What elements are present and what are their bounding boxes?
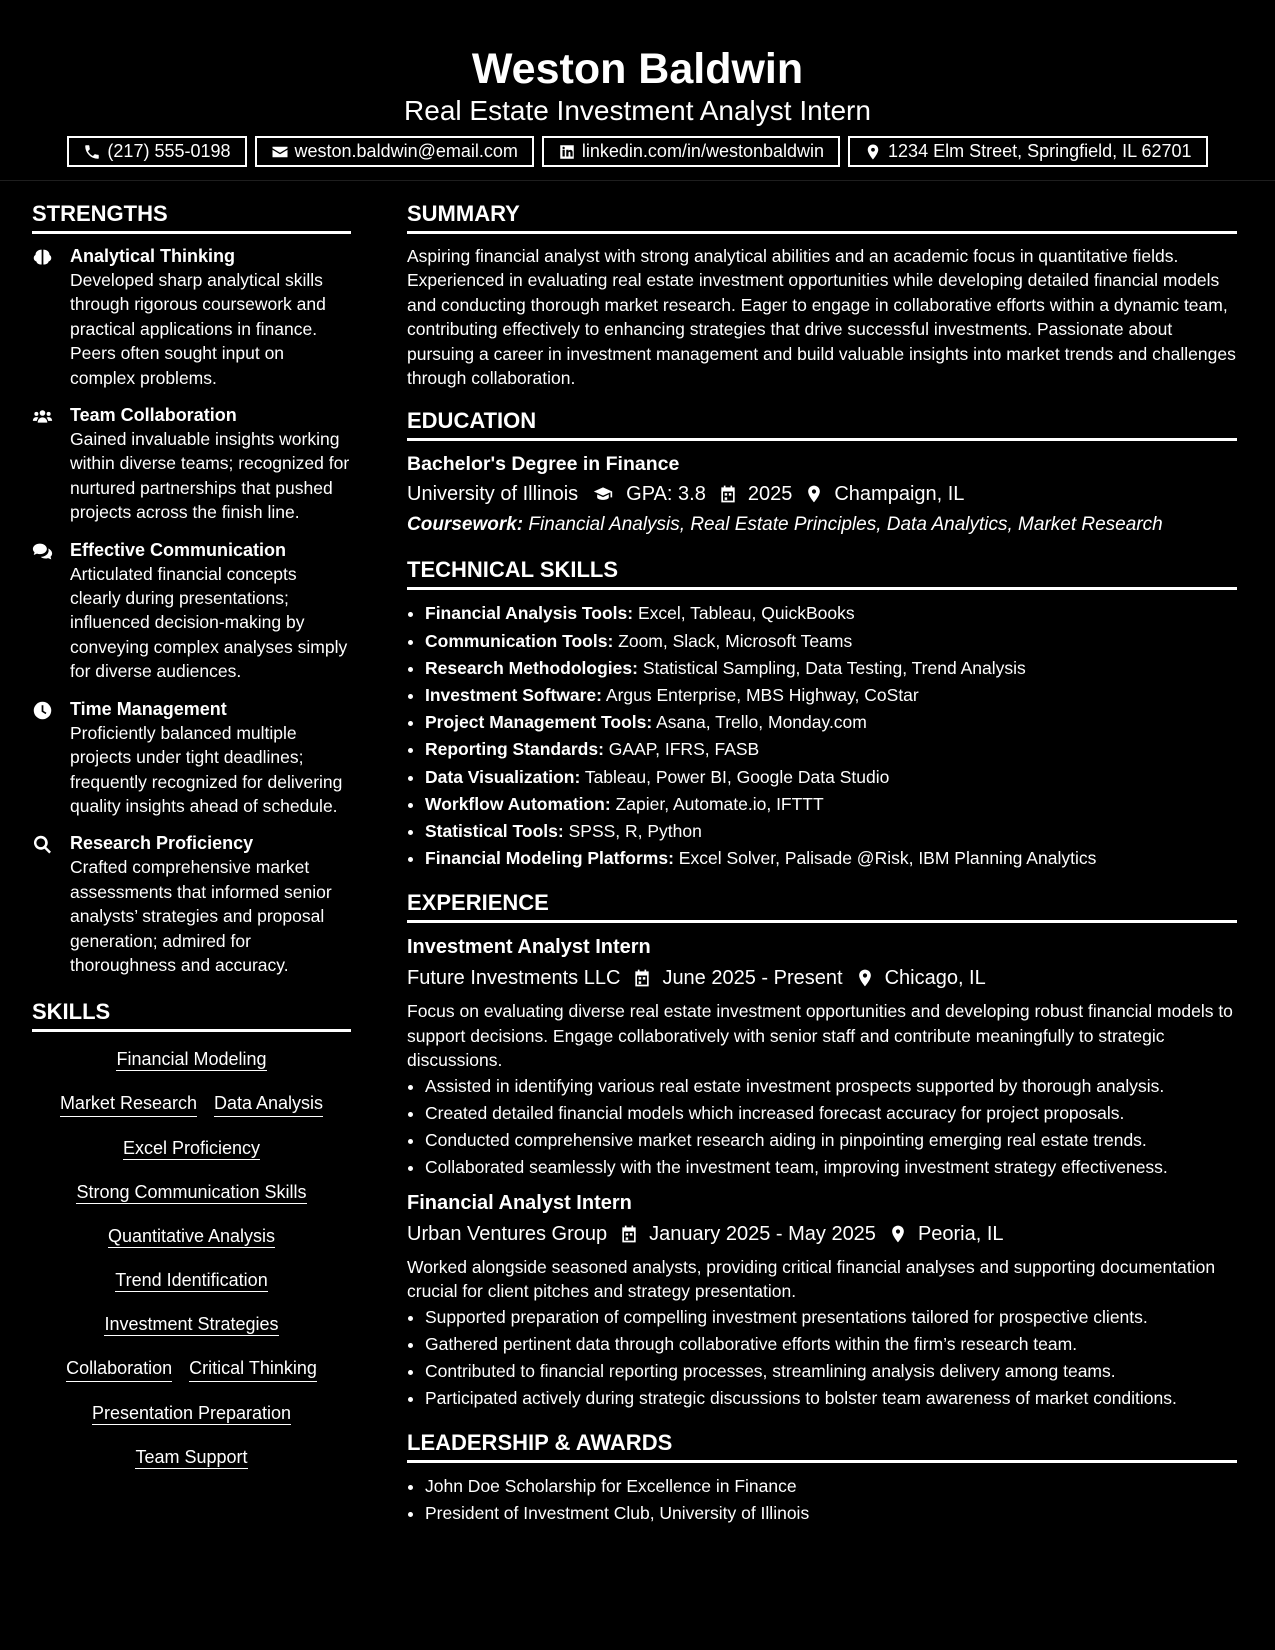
map-marker-icon <box>804 484 824 504</box>
coursework-list: Financial Analysis, Real Estate Principles, Data Analytics, Market Research <box>528 514 1163 536</box>
job-description: Worked alongside seasoned analysts, providing critical financial analyses and supporting documentation crucial for client pitches and strategy presentation. <box>407 1256 1216 1302</box>
strength-item <box>32 831 351 977</box>
contact-phone-text: (217) 555-0198 <box>107 141 231 161</box>
strength-title: Research Proficiency <box>70 833 254 854</box>
summary-section <box>407 201 1237 390</box>
calendar-icon <box>619 1224 639 1244</box>
technical-skills-heading: TECHNICAL SKILLS <box>407 557 1237 590</box>
strength-desc: Gained invaluable insights working within diverse teams; recognized for nurtured partnerships that pushed projects across the finish line. <box>70 429 350 523</box>
school-location: Champaign, IL <box>834 483 965 506</box>
leadership-section <box>407 1430 1237 1527</box>
skill-tag: Data Analysis <box>214 1092 323 1117</box>
skill-row <box>32 1181 351 1205</box>
experience-section <box>407 890 1237 1411</box>
summary-heading: SUMMARY <box>407 201 1237 234</box>
list-item <box>425 818 1237 845</box>
job-location: Chicago, IL <box>884 967 986 990</box>
strength-item <box>32 697 351 819</box>
graduation-cap-icon <box>590 484 616 504</box>
strength-desc: Articulated financial concepts clearly during presentations; influenced decision-making by conveying complex analyses simply for diverse audiences. <box>70 563 348 682</box>
list-item <box>425 709 1237 736</box>
skill-tag: Excel Proficiency <box>122 1138 261 1159</box>
skill-tag: Investment Strategies <box>104 1314 279 1335</box>
job-dates: January 2025 - May 2025 <box>649 1222 876 1245</box>
company-name: Future Investments LLC <box>407 967 621 990</box>
skill-tag: Financial Modeling <box>116 1049 267 1070</box>
list-item <box>425 791 1237 818</box>
list-item: • Assisted in identifying various real estate investment prospects supported by thorough analysis. <box>425 1073 1237 1100</box>
skill-row <box>32 1313 351 1337</box>
job-location: Peoria, IL <box>917 1222 1004 1245</box>
tech-value: Statistical Sampling, Data Testing, Trend Analysis <box>642 657 1026 678</box>
coursework-label: Coursework: <box>407 514 524 536</box>
job-entry <box>407 933 1237 1180</box>
tech-label: Financial Analysis Tools: <box>425 603 634 624</box>
strength-desc: Crafted comprehensive market assessments that informed senior analysts’ strategies and proposal generation; admired for thoroughness and accuracy. <box>70 857 332 975</box>
list-item <box>425 682 1237 709</box>
strength-title: Team Collaboration <box>70 405 237 426</box>
technical-skills-list <box>407 600 1237 872</box>
right-column <box>407 201 1237 1545</box>
leadership-list <box>407 1473 1237 1527</box>
tech-value: Tableau, Power BI, Google Data Studio <box>584 766 890 787</box>
list-item <box>425 628 1237 655</box>
brain-icon <box>32 247 53 268</box>
leadership-heading: LEADERSHIP & AWARDS <box>407 1430 1237 1463</box>
skill-tag: Team Support <box>135 1447 248 1468</box>
map-marker-icon <box>888 1224 908 1244</box>
tech-value: Excel Solver, Palisade @Risk, IBM Planning Analytics <box>678 848 1097 869</box>
list-item <box>425 736 1237 763</box>
job-title: Financial Analyst Intern <box>407 1191 632 1214</box>
experience-heading: EXPERIENCE <box>407 890 1237 923</box>
job-meta <box>407 961 1237 995</box>
skill-tag: Presentation Preparation <box>91 1403 292 1424</box>
list-item: • John Doe Scholarship for Excellence in Finance <box>425 1473 1237 1500</box>
job-meta <box>407 1217 1237 1251</box>
education-section <box>407 408 1237 539</box>
strength-title: Effective Communication <box>70 539 287 560</box>
strength-desc: Proficiently balanced multiple projects under tight deadlines; frequently recognized for delivering quality insights ahead of schedule. <box>70 722 343 816</box>
candidate-title: Real Estate Investment Analyst Intern <box>404 95 871 126</box>
users-icon <box>32 406 53 427</box>
degree-title: Bachelor's Degree in Finance <box>407 453 680 476</box>
job-bullets <box>407 1304 1237 1412</box>
skill-tag: Trend Identification <box>115 1270 268 1291</box>
list-item: • Gathered pertinent data through collaborative efforts within the firm’s research team. <box>425 1331 1237 1358</box>
education-heading: EDUCATION <box>407 408 1237 441</box>
strengths-heading: STRENGTHS <box>32 201 351 234</box>
tech-value: Zoom, Slack, Microsoft Teams <box>618 630 853 651</box>
linkedin-icon <box>558 143 576 161</box>
skill-tag: Quantitative Analysis <box>107 1226 276 1247</box>
list-item <box>425 600 1237 627</box>
map-marker-icon <box>855 968 875 988</box>
school-name: University of Illinois <box>407 483 579 506</box>
tech-value: Argus Enterprise, MBS Highway, CoStar <box>605 685 919 706</box>
contact-phone[interactable] <box>67 136 246 167</box>
contact-linkedin[interactable] <box>542 136 840 167</box>
job-bullets <box>407 1073 1237 1181</box>
envelope-icon <box>271 143 289 161</box>
tech-label: Workflow Automation: <box>425 793 611 814</box>
company-name: Urban Ventures Group <box>407 1222 608 1245</box>
phone-icon <box>83 143 101 161</box>
tech-label: Project Management Tools: <box>425 712 653 733</box>
strength-desc: Developed sharp analytical skills through rigorous coursework and practical applications in finance. Peers often sought input on complex problems. <box>70 270 326 388</box>
left-column <box>32 201 351 1545</box>
tech-value: SPSS, R, Python <box>568 821 702 842</box>
skill-tag: Critical Thinking <box>189 1357 317 1382</box>
graduation-year: 2025 <box>747 483 793 506</box>
candidate-name: Weston Baldwin <box>471 45 804 93</box>
contact-address-text: 1234 Elm Street, Springfield, IL 62701 <box>888 141 1192 161</box>
calendar-icon <box>718 484 738 504</box>
skill-row <box>32 1269 351 1293</box>
skills-list <box>32 1042 351 1470</box>
contact-bar <box>0 136 1275 167</box>
contact-address[interactable] <box>848 136 1208 167</box>
skill-row <box>32 1225 351 1249</box>
clock-icon <box>32 700 53 721</box>
education-meta <box>407 477 1237 511</box>
skill-row <box>32 1402 351 1426</box>
skill-row <box>32 1048 351 1072</box>
tech-label: Research Methodologies: <box>425 657 638 678</box>
job-dates: June 2025 - Present <box>662 967 843 990</box>
search-icon <box>32 834 53 855</box>
tech-value: Asana, Trello, Monday.com <box>656 712 867 733</box>
skill-row <box>32 1446 351 1470</box>
summary-text: Aspiring financial analyst with strong analytical abilities and an academic focus in quantitative fields. Experienced in evaluating real estate investment opportunities while developing detailed financial models and conducting thorough market research. Eager to engage in collaborative efforts within a dynamic team, contributing effectively to enhancing strategies that drive successful investments. Passionate about pursuing a career in investment management and build valuable insights into market trends and challenges through collaboration. <box>407 246 1236 389</box>
strength-title: Analytical Thinking <box>70 246 236 266</box>
tech-label: Financial Modeling Platforms: <box>425 848 674 869</box>
skill-tag: Collaboration <box>66 1357 172 1382</box>
tech-value: GAAP, IFRS, FASB <box>608 739 760 760</box>
contact-email[interactable] <box>255 136 534 167</box>
tech-value: Excel, Tableau, QuickBooks <box>637 603 855 624</box>
tech-label: Communication Tools: <box>425 630 614 651</box>
skill-tag: Strong Communication Skills <box>76 1182 307 1203</box>
list-item: • Created detailed financial models which increased forecast accuracy for project proposals. <box>425 1100 1237 1127</box>
list-item <box>425 845 1237 872</box>
strength-item <box>32 244 351 390</box>
list-item <box>425 655 1237 682</box>
strength-title: Time Management <box>70 698 227 719</box>
skills-heading: SKILLS <box>32 999 351 1032</box>
list-item: • Contributed to financial reporting processes, streamlining analysis delivery among teams. <box>425 1358 1237 1385</box>
list-item: • Supported preparation of compelling investment presentations tailored for prospective clients. <box>425 1304 1237 1331</box>
tech-label: Data Visualization: <box>425 766 581 787</box>
tech-value: Zapier, Automate.io, IFTTT <box>615 793 824 814</box>
job-title: Investment Analyst Intern <box>407 936 651 959</box>
list-item: • President of Investment Club, University of Illinois <box>425 1500 1237 1527</box>
job-description: Focus on evaluating diverse real estate investment opportunities and developing robust financial models to support decisions. Engage collaboratively with senior staff and contribute meaningfully to strategic discussions. <box>407 1001 1233 1071</box>
comments-icon <box>32 541 53 562</box>
skill-row <box>32 1137 351 1161</box>
list-item: • Conducted comprehensive market research aiding in pinpointing emerging real estate trends. <box>425 1127 1237 1154</box>
technical-skills-section <box>407 557 1237 872</box>
skill-tag: Market Research <box>60 1092 197 1117</box>
strength-item <box>32 403 351 525</box>
list-item <box>425 764 1237 791</box>
list-item: • Collaborated seamlessly with the investment team, improving investment strategy effectiveness. <box>425 1154 1237 1181</box>
strength-item <box>32 538 351 684</box>
resume-header <box>0 0 1275 181</box>
tech-label: Investment Software: <box>425 685 602 706</box>
job-entry <box>407 1189 1237 1412</box>
contact-email-text: weston.baldwin@email.com <box>294 141 518 161</box>
gpa: GPA: 3.8 <box>626 483 706 506</box>
calendar-icon <box>632 968 652 988</box>
contact-linkedin-text: linkedin.com/in/westonbaldwin <box>581 141 825 161</box>
tech-label: Reporting Standards: <box>425 739 604 760</box>
map-marker-icon <box>864 143 882 161</box>
list-item: • Participated actively during strategic discussions to bolster team awareness of market conditions. <box>425 1385 1237 1412</box>
tech-label: Statistical Tools: <box>425 821 564 842</box>
coursework <box>407 511 1237 539</box>
